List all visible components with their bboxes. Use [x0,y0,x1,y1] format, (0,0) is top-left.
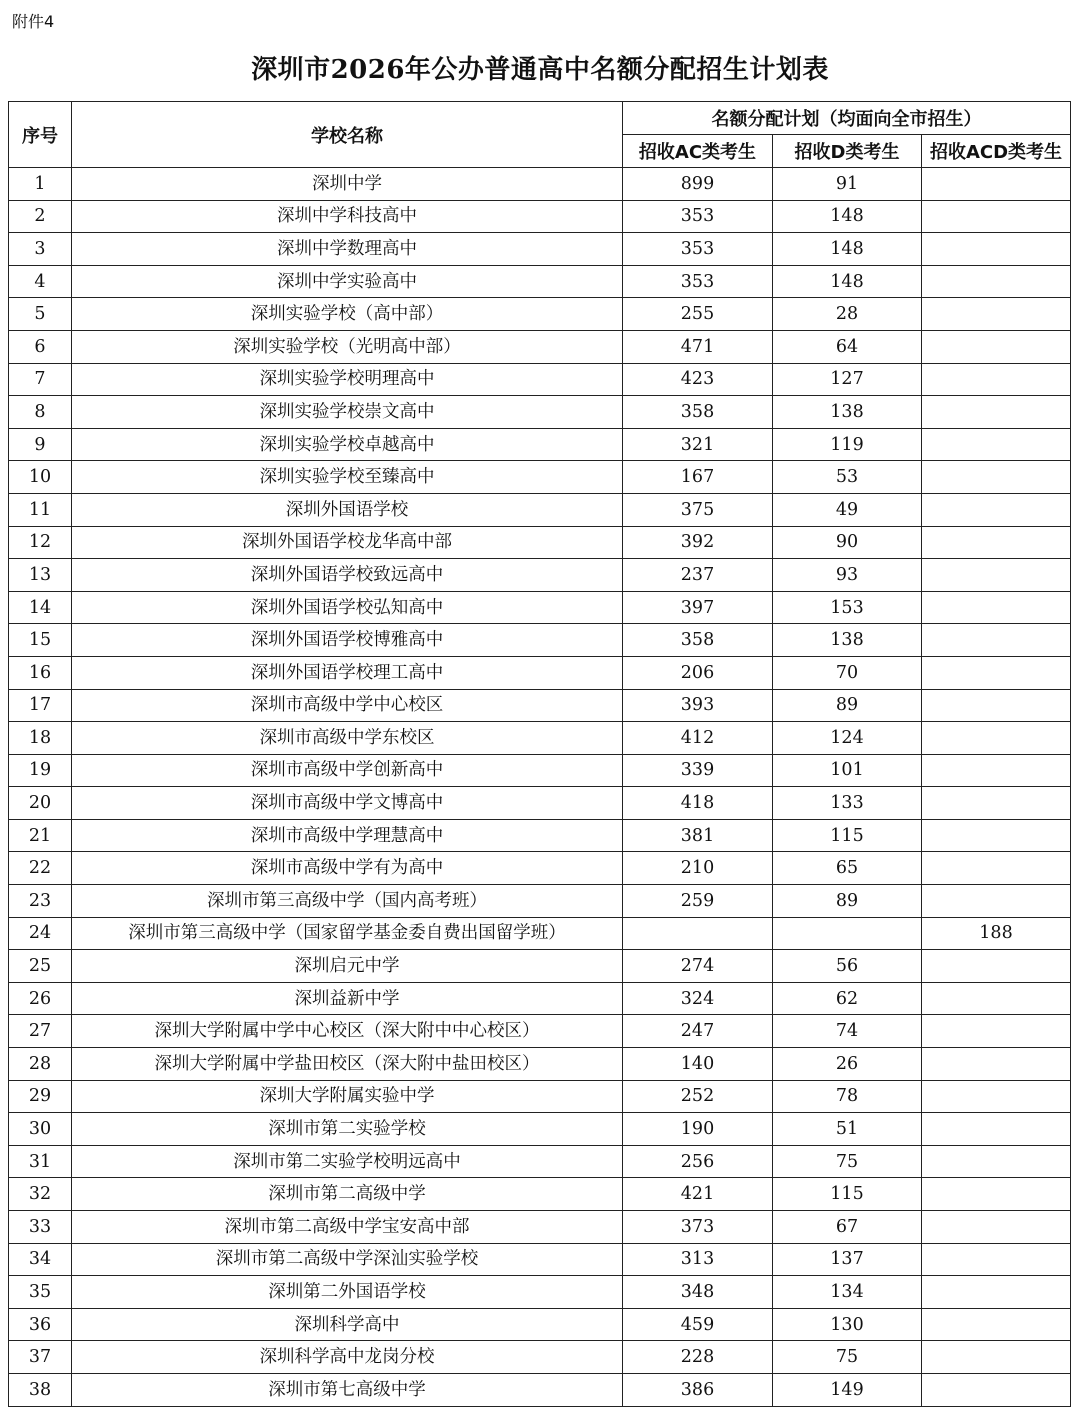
row-ac-count-cell: 256 [623,1145,773,1178]
table-row [9,493,1071,526]
header-school-name: 学校名称 [72,102,623,168]
row-school-name-cell: 深圳实验学校（光明高中部） [72,330,623,363]
row-acd-count-cell [922,819,1071,852]
row-acd-count-cell [922,1048,1071,1081]
table-row [9,363,1071,396]
row-ac-count-cell: 348 [623,1276,773,1309]
row-acd-count-cell [922,265,1071,298]
row-ac-count-cell: 321 [623,428,773,461]
row-d-count-cell: 53 [773,461,922,494]
row-seq-cell: 31 [9,1145,72,1178]
row-acd-count-cell [922,298,1071,331]
row-d-count-cell: 75 [773,1341,922,1374]
row-ac-count-cell: 471 [623,330,773,363]
row-d-count-cell: 67 [773,1211,922,1244]
row-school-name-cell: 深圳启元中学 [72,950,623,983]
table-row [9,624,1071,657]
row-acd-count-cell [922,1113,1071,1146]
row-school-name-cell: 深圳大学附属实验中学 [72,1080,623,1113]
row-seq-cell: 12 [9,526,72,559]
row-school-name-cell: 深圳实验学校明理高中 [72,363,623,396]
row-seq-cell: 24 [9,917,72,950]
row-d-count-cell: 91 [773,168,922,201]
row-seq-cell: 1 [9,168,72,201]
table-row [9,722,1071,755]
row-ac-count-cell: 259 [623,885,773,918]
row-acd-count-cell [922,787,1071,820]
row-acd-count-cell [922,1015,1071,1048]
table-row [9,1145,1071,1178]
row-seq-cell: 23 [9,885,72,918]
row-seq-cell: 17 [9,689,72,722]
row-school-name-cell: 深圳市高级中学文博高中 [72,787,623,820]
row-d-count-cell: 78 [773,1080,922,1113]
row-seq-cell: 4 [9,265,72,298]
row-ac-count-cell: 228 [623,1341,773,1374]
row-acd-count-cell [922,200,1071,233]
row-seq-cell: 29 [9,1080,72,1113]
row-school-name-cell: 深圳中学数理高中 [72,233,623,266]
row-d-count-cell: 130 [773,1308,922,1341]
row-school-name-cell: 深圳大学附属中学中心校区（深大附中中心校区） [72,1015,623,1048]
row-seq-cell: 18 [9,722,72,755]
row-school-name-cell: 深圳外国语学校理工高中 [72,656,623,689]
row-acd-count-cell [922,656,1071,689]
row-school-name-cell: 深圳科学高中龙岗分校 [72,1341,623,1374]
row-ac-count-cell: 313 [623,1243,773,1276]
row-d-count-cell: 56 [773,950,922,983]
row-acd-count-cell [922,1145,1071,1178]
row-ac-count-cell: 339 [623,754,773,787]
row-seq-cell: 21 [9,819,72,852]
row-seq-cell: 22 [9,852,72,885]
row-seq-cell: 11 [9,493,72,526]
row-ac-count-cell [623,917,773,950]
row-d-count-cell: 74 [773,1015,922,1048]
row-acd-count-cell [922,1243,1071,1276]
row-ac-count-cell: 324 [623,982,773,1015]
row-acd-count-cell [922,330,1071,363]
table-row [9,233,1071,266]
row-seq-cell: 28 [9,1048,72,1081]
row-school-name-cell: 深圳外国语学校龙华高中部 [72,526,623,559]
table-row [9,298,1071,331]
row-seq-cell: 3 [9,233,72,266]
row-acd-count-cell [922,493,1071,526]
row-d-count-cell: 89 [773,689,922,722]
row-seq-cell: 34 [9,1243,72,1276]
table-row [9,917,1071,950]
row-acd-count-cell [922,233,1071,266]
row-d-count-cell: 133 [773,787,922,820]
row-ac-count-cell: 381 [623,819,773,852]
row-school-name-cell: 深圳外国语学校博雅高中 [72,624,623,657]
document-title: 深圳市2026年公办普通高中名额分配招生计划表 [251,55,829,85]
row-d-count-cell: 138 [773,624,922,657]
row-ac-count-cell: 392 [623,526,773,559]
row-seq-cell: 16 [9,656,72,689]
row-d-count-cell: 148 [773,200,922,233]
table-row [9,689,1071,722]
row-school-name-cell: 深圳市第七高级中学 [72,1373,623,1406]
row-acd-count-cell [922,624,1071,657]
row-d-count-cell: 124 [773,722,922,755]
row-school-name-cell: 深圳市第二高级中学宝安高中部 [72,1211,623,1244]
row-school-name-cell: 深圳市高级中学理慧高中 [72,819,623,852]
row-d-count-cell: 134 [773,1276,922,1309]
row-school-name-cell: 深圳科学高中 [72,1308,623,1341]
row-acd-count-cell [922,1211,1071,1244]
table-row [9,982,1071,1015]
row-seq-cell: 30 [9,1113,72,1146]
row-acd-count-cell [922,526,1071,559]
row-ac-count-cell: 140 [623,1048,773,1081]
table-row [9,559,1071,592]
row-acd-count-cell [922,1080,1071,1113]
row-d-count-cell: 119 [773,428,922,461]
table-row [9,396,1071,429]
row-seq-cell: 7 [9,363,72,396]
table-row [9,526,1071,559]
row-acd-count-cell [922,722,1071,755]
row-acd-count-cell [922,396,1071,429]
row-d-count-cell: 137 [773,1243,922,1276]
row-seq-cell: 37 [9,1341,72,1374]
row-school-name-cell: 深圳实验学校至臻高中 [72,461,623,494]
row-acd-count-cell [922,559,1071,592]
row-d-count-cell: 153 [773,591,922,624]
row-d-count-cell: 70 [773,656,922,689]
table-row [9,591,1071,624]
row-school-name-cell: 深圳中学 [72,168,623,201]
enrollment-plan-table [8,101,1071,1407]
table-row [9,1308,1071,1341]
row-ac-count-cell: 397 [623,591,773,624]
table-row [9,885,1071,918]
table-row [9,265,1071,298]
table-row [9,168,1071,201]
row-acd-count-cell [922,1178,1071,1211]
row-seq-cell: 8 [9,396,72,429]
row-d-count-cell: 62 [773,982,922,1015]
row-d-count-cell: 138 [773,396,922,429]
row-school-name-cell: 深圳外国语学校弘知高中 [72,591,623,624]
row-seq-cell: 33 [9,1211,72,1244]
table-row [9,1243,1071,1276]
row-ac-count-cell: 210 [623,852,773,885]
table-row [9,1113,1071,1146]
row-acd-count-cell [922,1308,1071,1341]
row-d-count-cell: 115 [773,1178,922,1211]
row-d-count-cell: 148 [773,233,922,266]
row-school-name-cell: 深圳中学科技高中 [72,200,623,233]
row-d-count-cell: 89 [773,885,922,918]
row-ac-count-cell: 206 [623,656,773,689]
row-acd-count-cell [922,428,1071,461]
row-ac-count-cell: 393 [623,689,773,722]
table-row [9,852,1071,885]
row-seq-cell: 10 [9,461,72,494]
row-acd-count-cell [922,852,1071,885]
table-row [9,819,1071,852]
row-seq-cell: 32 [9,1178,72,1211]
row-school-name-cell: 深圳第二外国语学校 [72,1276,623,1309]
table-row [9,1211,1071,1244]
header-d-students: 招收D类考生 [773,135,922,168]
row-ac-count-cell: 167 [623,461,773,494]
row-d-count-cell: 101 [773,754,922,787]
row-seq-cell: 19 [9,754,72,787]
header-seq: 序号 [9,102,72,168]
row-seq-cell: 35 [9,1276,72,1309]
row-school-name-cell: 深圳市高级中学创新高中 [72,754,623,787]
row-ac-count-cell: 252 [623,1080,773,1113]
row-acd-count-cell [922,982,1071,1015]
table-row [9,1178,1071,1211]
row-acd-count-cell [922,1276,1071,1309]
table-row [9,461,1071,494]
row-school-name-cell: 深圳实验学校（高中部） [72,298,623,331]
table-row [9,1048,1071,1081]
row-seq-cell: 9 [9,428,72,461]
row-d-count-cell: 26 [773,1048,922,1081]
table-row [9,754,1071,787]
row-seq-cell: 6 [9,330,72,363]
row-acd-count-cell [922,754,1071,787]
row-ac-count-cell: 274 [623,950,773,983]
row-acd-count-cell [922,689,1071,722]
row-ac-count-cell: 412 [623,722,773,755]
table-row [9,428,1071,461]
header-acd-students: 招收ACD类考生 [922,135,1071,168]
row-ac-count-cell: 899 [623,168,773,201]
row-d-count-cell: 75 [773,1145,922,1178]
row-ac-count-cell: 190 [623,1113,773,1146]
row-ac-count-cell: 353 [623,233,773,266]
row-acd-count-cell [922,950,1071,983]
row-school-name-cell: 深圳外国语学校致远高中 [72,559,623,592]
header-ac-students: 招收AC类考生 [623,135,773,168]
table-row [9,200,1071,233]
table-row [9,1015,1071,1048]
row-seq-cell: 20 [9,787,72,820]
row-d-count-cell: 64 [773,330,922,363]
row-ac-count-cell: 373 [623,1211,773,1244]
row-d-count-cell: 51 [773,1113,922,1146]
row-school-name-cell: 深圳市第三高级中学（国内高考班） [72,885,623,918]
row-ac-count-cell: 358 [623,396,773,429]
table-row [9,1080,1071,1113]
row-seq-cell: 15 [9,624,72,657]
row-ac-count-cell: 386 [623,1373,773,1406]
row-school-name-cell: 深圳中学实验高中 [72,265,623,298]
table-row [9,787,1071,820]
row-seq-cell: 14 [9,591,72,624]
row-acd-count-cell [922,885,1071,918]
row-ac-count-cell: 255 [623,298,773,331]
row-ac-count-cell: 353 [623,265,773,298]
row-school-name-cell: 深圳益新中学 [72,982,623,1015]
row-school-name-cell: 深圳实验学校崇文高中 [72,396,623,429]
row-ac-count-cell: 237 [623,559,773,592]
table-body [9,168,1071,1407]
row-d-count-cell: 28 [773,298,922,331]
row-d-count-cell [773,917,922,950]
row-seq-cell: 27 [9,1015,72,1048]
row-seq-cell: 5 [9,298,72,331]
row-seq-cell: 2 [9,200,72,233]
row-acd-count-cell [922,461,1071,494]
row-ac-count-cell: 418 [623,787,773,820]
table-row [9,330,1071,363]
row-d-count-cell: 90 [773,526,922,559]
row-school-name-cell: 深圳市第二实验学校明远高中 [72,1145,623,1178]
row-d-count-cell: 65 [773,852,922,885]
table-row [9,950,1071,983]
row-school-name-cell: 深圳市高级中学有为高中 [72,852,623,885]
row-d-count-cell: 127 [773,363,922,396]
row-ac-count-cell: 459 [623,1308,773,1341]
row-acd-count-cell [922,168,1071,201]
row-ac-count-cell: 353 [623,200,773,233]
row-seq-cell: 25 [9,950,72,983]
row-acd-count-cell: 188 [922,917,1071,950]
row-d-count-cell: 148 [773,265,922,298]
table-row [9,1341,1071,1374]
row-seq-cell: 26 [9,982,72,1015]
row-d-count-cell: 49 [773,493,922,526]
table-row [9,656,1071,689]
table-row [9,1373,1071,1406]
row-seq-cell: 36 [9,1308,72,1341]
row-school-name-cell: 深圳市第三高级中学（国家留学基金委自费出国留学班） [72,917,623,950]
attachment-label: 附件4 [12,12,55,31]
row-ac-count-cell: 375 [623,493,773,526]
row-school-name-cell: 深圳实验学校卓越高中 [72,428,623,461]
row-school-name-cell: 深圳外国语学校 [72,493,623,526]
row-acd-count-cell [922,591,1071,624]
row-seq-cell: 38 [9,1373,72,1406]
row-acd-count-cell [922,1373,1071,1406]
row-school-name-cell: 深圳市第二高级中学深汕实验学校 [72,1243,623,1276]
row-d-count-cell: 93 [773,559,922,592]
row-school-name-cell: 深圳市第二实验学校 [72,1113,623,1146]
row-d-count-cell: 149 [773,1373,922,1406]
row-d-count-cell: 115 [773,819,922,852]
row-school-name-cell: 深圳市高级中学东校区 [72,722,623,755]
row-ac-count-cell: 247 [623,1015,773,1048]
header-plan-group: 名额分配计划（均面向全市招生） [623,102,1071,135]
row-ac-count-cell: 423 [623,363,773,396]
row-ac-count-cell: 421 [623,1178,773,1211]
row-ac-count-cell: 358 [623,624,773,657]
table-row [9,1276,1071,1309]
row-acd-count-cell [922,363,1071,396]
row-school-name-cell: 深圳市第二高级中学 [72,1178,623,1211]
row-school-name-cell: 深圳市高级中学中心校区 [72,689,623,722]
row-school-name-cell: 深圳大学附属中学盐田校区（深大附中盐田校区） [72,1048,623,1081]
row-seq-cell: 13 [9,559,72,592]
row-acd-count-cell [922,1341,1071,1374]
